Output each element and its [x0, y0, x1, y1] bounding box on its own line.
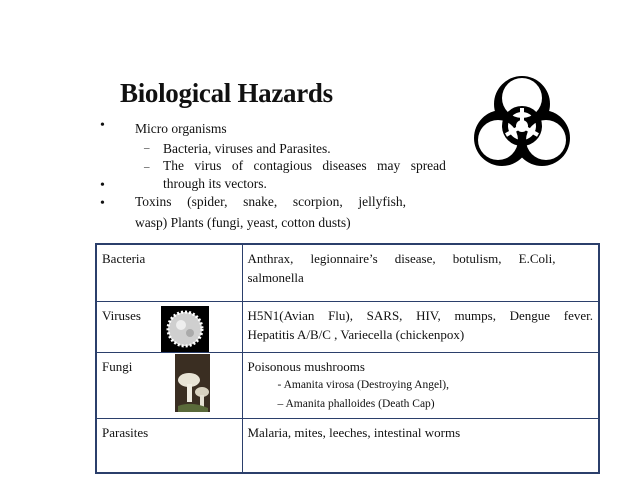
bullet-dot: • [100, 118, 105, 133]
word: Flu), [328, 307, 353, 323]
dash-marker: – [144, 142, 150, 154]
word: Anthrax, [247, 251, 294, 266]
table-row [96, 418, 599, 473]
sub-bullet-virus-line2: through its vectors. [163, 176, 267, 191]
word: contagious [253, 158, 312, 173]
bullet-toxins-line1 [135, 194, 406, 210]
bullet-micro-organisms: Micro organisms [135, 121, 227, 136]
virus-image [161, 306, 209, 352]
sub-item: - Amanita virosa (Destroying Angel), [277, 378, 450, 391]
word: HIV, [416, 307, 441, 323]
table-row [96, 301, 599, 352]
desc-line [248, 306, 594, 325]
bullet-dot: • [100, 178, 105, 193]
hazard-desc [242, 352, 599, 418]
word: disease, [394, 251, 436, 266]
word: jellyfish, [358, 194, 406, 209]
desc-line: Poisonous mushrooms [247, 358, 365, 374]
hazard-name [96, 301, 242, 352]
word: scorpion, [292, 194, 343, 209]
hazard-desc [242, 418, 599, 473]
table-row [96, 244, 599, 301]
word: E.Coli, [518, 251, 556, 266]
word: Dengue [509, 307, 551, 323]
desc-line: salmonella [247, 270, 304, 285]
cell-text: Viruses [102, 307, 141, 323]
cell-text: Bacteria [102, 251, 146, 266]
hazard-desc [242, 244, 599, 301]
table-row [96, 352, 599, 418]
sub-item: – Amanita phalloides (Death Cap) [277, 397, 435, 410]
sub-bullet-bacteria: Bacteria, viruses and Parasites. [163, 141, 331, 156]
word: mumps, [454, 307, 496, 323]
sub-bullet-virus-line1 [163, 158, 446, 174]
hazard-desc [242, 301, 599, 352]
word: SARS, [366, 307, 403, 323]
bullet-toxins-line2: wasp) Plants (fungi, yeast, cotton dusts) [135, 215, 351, 230]
word: of [231, 158, 244, 173]
word: fever. [563, 307, 593, 323]
word: (spider, [187, 194, 228, 209]
word: The [163, 158, 184, 173]
cell-text: Parasites [102, 424, 149, 440]
cell-text: Fungi [102, 358, 133, 374]
hazard-name [96, 352, 242, 418]
word: virus [194, 158, 222, 173]
hazard-name [96, 418, 242, 473]
desc-line: Hepatitis A/B/C , Variecella (chickenpox) [247, 326, 465, 342]
hazard-name [96, 244, 242, 301]
word: snake, [243, 194, 278, 209]
word: Toxins [135, 194, 172, 209]
word: diseases [322, 158, 367, 173]
biohazard-icon [462, 62, 582, 184]
word: may [377, 158, 401, 173]
desc-line: Malaria, mites, leeches, intestinal worms [247, 424, 461, 440]
bullet-dot: • [100, 196, 105, 211]
page-title: Biological Hazards [120, 78, 333, 108]
word: botulism, [452, 251, 502, 266]
word: H5N1(Avian [247, 307, 315, 323]
dash-marker: – [144, 161, 150, 173]
hazard-table [95, 243, 600, 474]
word: legionnaire’s [310, 251, 378, 266]
mushroom-image [175, 354, 210, 412]
word: spread [410, 158, 446, 173]
desc-line [248, 249, 556, 268]
